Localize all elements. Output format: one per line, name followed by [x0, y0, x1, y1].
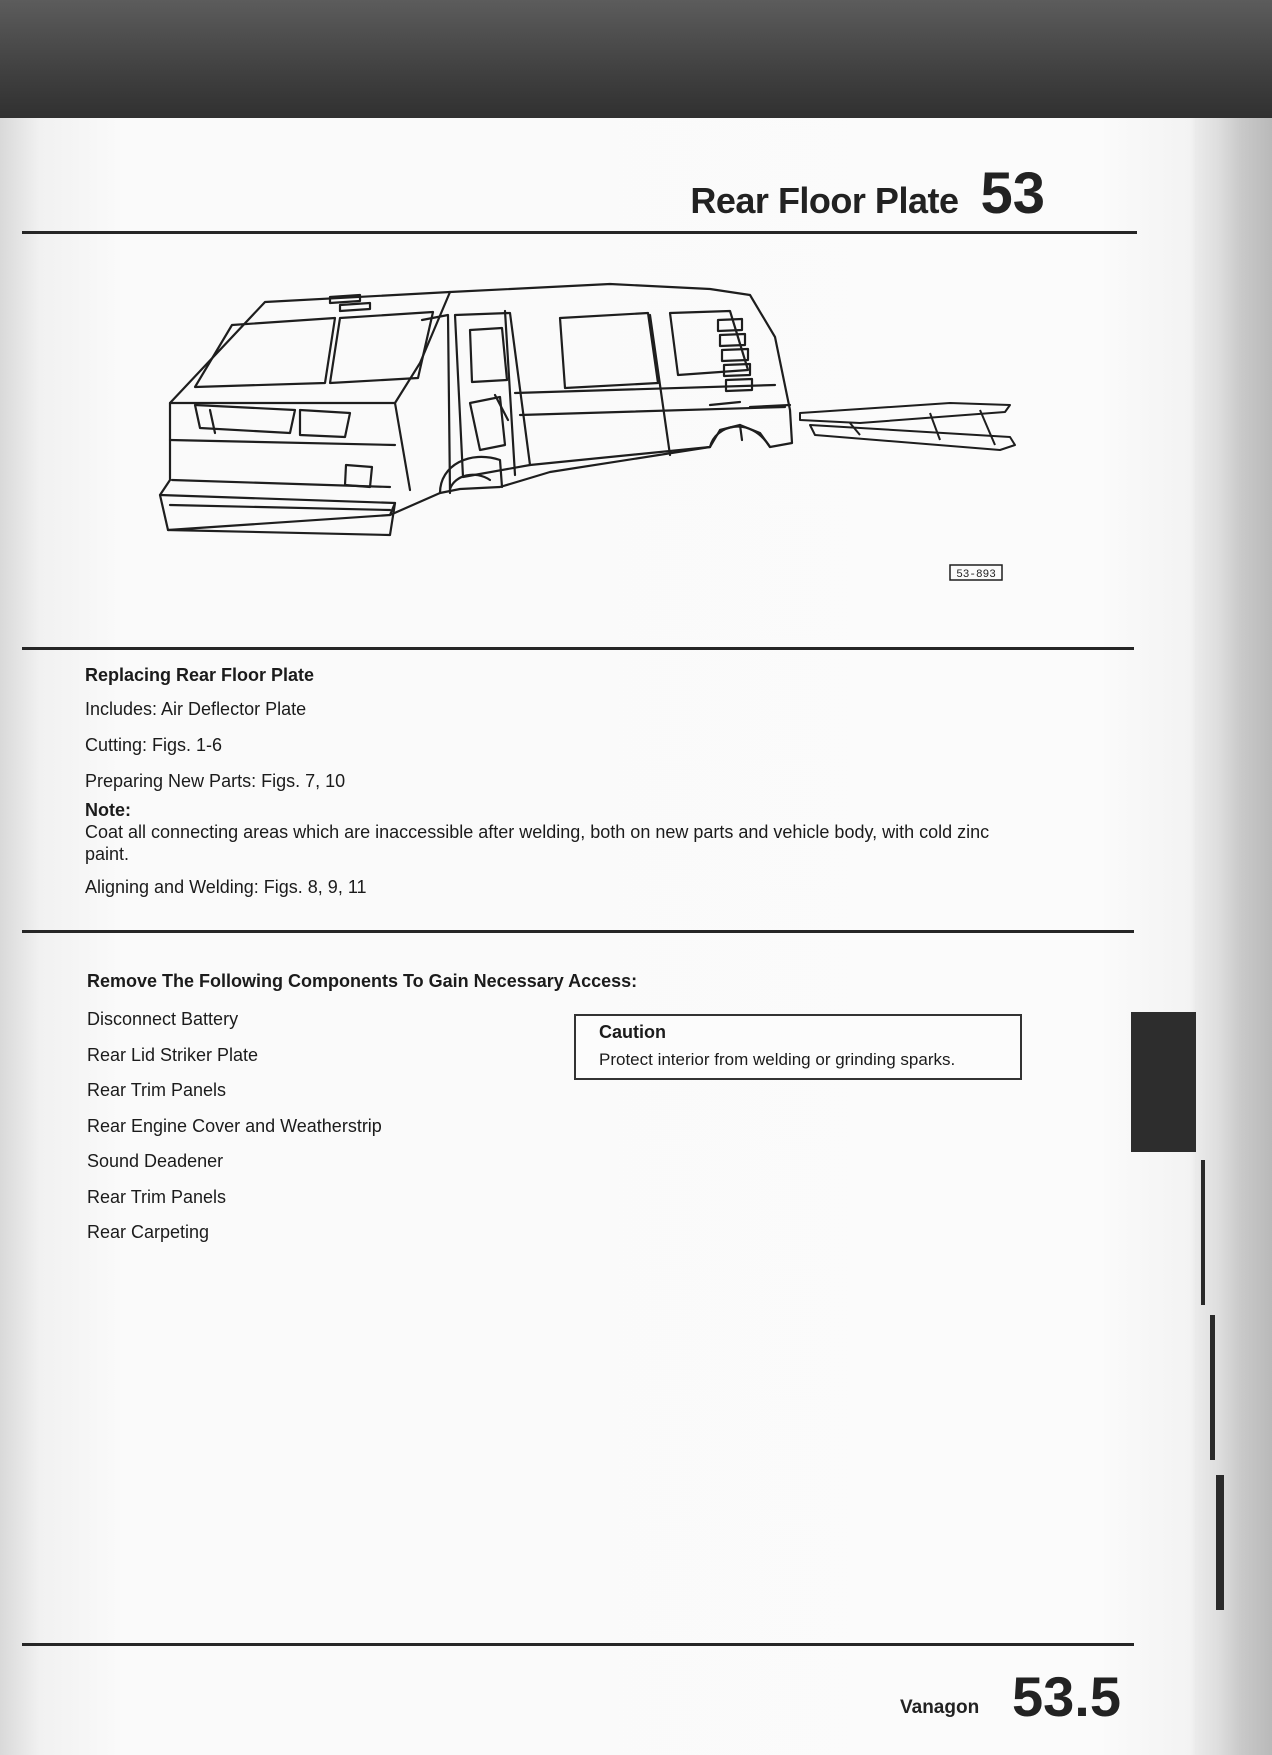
preparing-line: Preparing New Parts: Figs. 7, 10 [85, 771, 346, 791]
footer-rule [22, 1643, 1134, 1646]
section-heading: Replacing Rear Floor Plate [85, 665, 315, 685]
chapter-thumb-tab [1131, 1012, 1196, 1152]
list-item: Disconnect Battery [87, 1009, 239, 1029]
caution-title: Caution [599, 1022, 666, 1042]
components-heading: Remove The Following Components To Gain Necessary Access: [87, 971, 638, 991]
page-header [690, 160, 1045, 227]
section-rule-1 [22, 647, 1134, 650]
note-text: Coat all connecting areas which are inaccessible after welding, both on new parts and vehicle body, with cold zinc paint. [85, 822, 990, 864]
list-item: Rear Trim Panels [87, 1186, 227, 1207]
list-item: Rear Trim Panels [87, 1080, 227, 1100]
header-rule [22, 231, 1137, 234]
caution-text: Protect interior from welding or grinding sparks. [599, 1050, 956, 1069]
page-title: Rear Floor Plate [690, 180, 959, 221]
replacing-section [85, 663, 1015, 899]
footer-model: Vanagon [900, 1697, 980, 1718]
van-body-illustration [150, 275, 1030, 595]
cutting-line: Cutting: Figs. 1-6 [85, 735, 223, 755]
list-item: Rear Carpeting [87, 1222, 210, 1242]
list-item: Rear Engine Cover and Weatherstrip [87, 1115, 382, 1136]
components-list [87, 1007, 382, 1256]
page-edge-mark [1201, 1160, 1205, 1305]
note-label: Note: [85, 800, 131, 820]
scanner-background [0, 0, 1272, 125]
figure-label: 53-893 [956, 569, 996, 581]
page-number: 53.5 [1012, 1665, 1121, 1728]
list-item: Rear Lid Striker Plate [87, 1044, 259, 1065]
page-edge-shadow [1195, 118, 1272, 1755]
aligning-line: Aligning and Welding: Figs. 8, 9, 11 [85, 877, 367, 897]
chapter-number: 53 [980, 161, 1045, 226]
page-edge-mark [1216, 1475, 1224, 1610]
includes-line: Includes: Air Deflector Plate [85, 699, 307, 719]
page-edge-mark [1210, 1315, 1215, 1460]
caution-box [574, 1014, 1022, 1080]
list-item: Sound Deadener [87, 1151, 224, 1171]
section-rule-2 [22, 930, 1134, 933]
